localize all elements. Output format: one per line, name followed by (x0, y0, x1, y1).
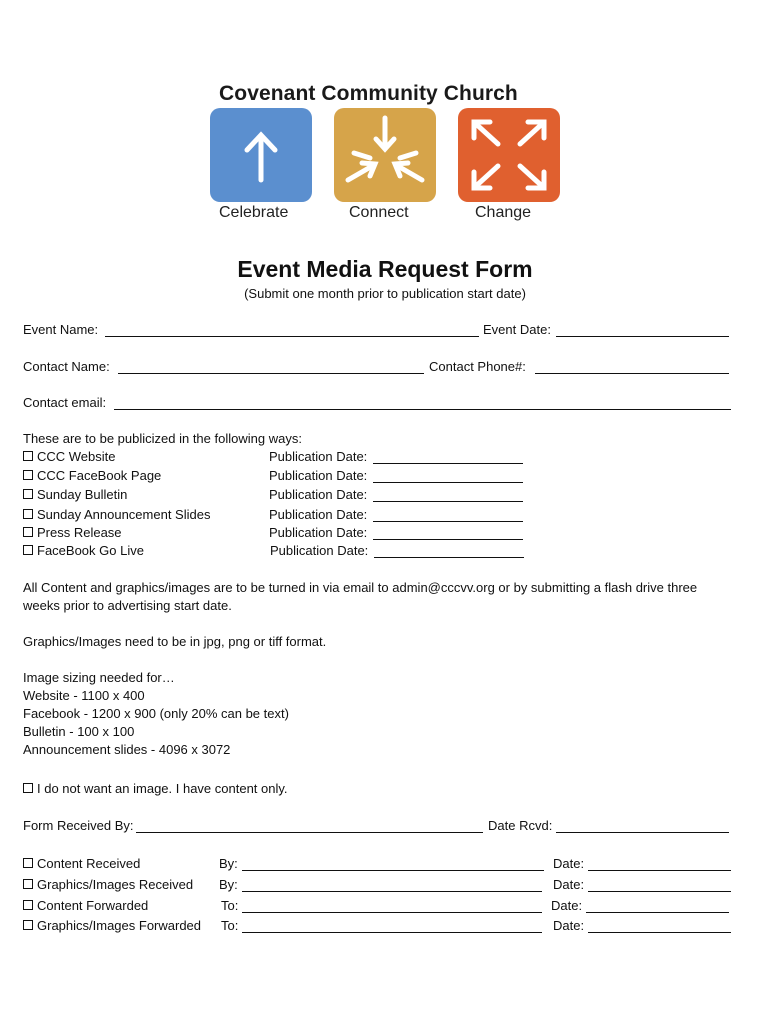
checkbox[interactable] (23, 783, 33, 793)
contact-name-field[interactable] (118, 373, 424, 374)
connect-tile (334, 108, 436, 202)
checkbox[interactable] (23, 879, 33, 889)
date-rcvd-field[interactable] (556, 832, 729, 833)
publication-date-label: Publication Date: (269, 507, 368, 522)
celebrate-label: Celebrate (219, 204, 289, 221)
publication-date-label: Publication Date: (270, 543, 369, 558)
checkbox[interactable] (23, 489, 33, 499)
page-title: Event Media Request Form (237, 256, 533, 282)
arrows-inward-icon (334, 108, 436, 202)
tracking-who-label: To: (221, 898, 239, 913)
tracking-date-label: Date: (553, 856, 585, 871)
event-date-field[interactable] (556, 336, 729, 337)
tracking-label: Content Received (37, 856, 141, 871)
received-by-field[interactable] (136, 832, 483, 833)
publicize-option-ccc-facebook[interactable] (23, 468, 161, 484)
tracking-item[interactable] (23, 898, 148, 914)
contact-email-field[interactable] (114, 409, 731, 410)
tracking-date-field[interactable] (586, 912, 729, 913)
publication-date-field[interactable] (373, 539, 523, 540)
publicize-option-slides[interactable] (23, 507, 210, 523)
tracking-date-label: Date: (553, 877, 585, 892)
arrow-up-icon (210, 108, 312, 202)
publication-date-field[interactable] (373, 463, 523, 464)
tracking-label: Graphics/Images Forwarded (37, 918, 202, 933)
publicize-option-press[interactable] (23, 525, 122, 541)
change-label: Change (475, 204, 532, 221)
option-label: FaceBook Go Live (37, 543, 144, 558)
sizing-item: Bulletin - 100 x 100 (23, 724, 135, 739)
checkbox[interactable] (23, 858, 33, 868)
connect-label: Connect (349, 204, 409, 221)
publicize-option-bulletin[interactable] (23, 487, 127, 503)
option-label: CCC Website (37, 449, 116, 464)
tracking-date-label: Date: (553, 918, 585, 933)
tracking-item[interactable] (23, 877, 193, 893)
publicize-option-ccc-website[interactable] (23, 449, 116, 465)
publication-date-field[interactable] (373, 482, 523, 483)
tracking-who-label: By: (219, 856, 238, 871)
received-by-label: Form Received By: (23, 818, 134, 833)
publication-date-label: Publication Date: (269, 487, 368, 502)
change-tile (458, 108, 560, 202)
publicize-heading: These are to be publicized in the following ways: (23, 431, 302, 446)
no-image-option[interactable] (23, 781, 288, 797)
tracking-item[interactable] (23, 918, 201, 934)
option-label: Sunday Bulletin (37, 487, 128, 502)
option-label: Press Release (37, 525, 122, 540)
publication-date-label: Publication Date: (269, 525, 368, 540)
checkbox[interactable] (23, 470, 33, 480)
sizing-item: Announcement slides - 4096 x 3072 (23, 742, 231, 757)
checkbox[interactable] (23, 920, 33, 930)
contact-phone-field[interactable] (535, 373, 729, 374)
sizing-item: Facebook - 1200 x 900 (only 20% can be text) (23, 706, 289, 721)
tracking-date-field[interactable] (588, 891, 731, 892)
publication-date-field[interactable] (373, 501, 523, 502)
arrows-outward-icon (458, 108, 560, 202)
option-label: I do not want an image. I have content only. (37, 781, 288, 796)
publicize-option-facebook-live[interactable] (23, 543, 144, 559)
sizing-heading: Image sizing needed for… (23, 670, 175, 685)
church-name: Covenant Community Church (219, 82, 518, 105)
tracking-who-label: By: (219, 877, 238, 892)
option-label: Sunday Announcement Slides (37, 507, 211, 522)
page-subtitle: (Submit one month prior to publication start date) (244, 286, 526, 301)
publication-date-field[interactable] (373, 521, 523, 522)
celebrate-tile (210, 108, 312, 202)
checkbox[interactable] (23, 527, 33, 537)
sizing-item: Website - 1100 x 400 (23, 688, 145, 703)
event-name-field[interactable] (105, 336, 479, 337)
publication-date-field[interactable] (374, 557, 524, 558)
tracking-item[interactable] (23, 856, 140, 872)
tracking-who-field[interactable] (242, 932, 542, 933)
tracking-who-field[interactable] (242, 912, 542, 913)
publication-date-label: Publication Date: (269, 468, 368, 483)
content-note-line2: weeks prior to advertising start date. (23, 598, 232, 613)
tracking-who-label: To: (221, 918, 239, 933)
tracking-date-label: Date: (551, 898, 583, 913)
option-label: CCC FaceBook Page (37, 468, 162, 483)
contact-name-label: Contact Name: (23, 359, 110, 374)
tracking-date-field[interactable] (588, 870, 731, 871)
tracking-label: Graphics/Images Received (37, 877, 194, 892)
tracking-date-field[interactable] (588, 932, 731, 933)
checkbox[interactable] (23, 900, 33, 910)
event-name-label: Event Name: (23, 322, 99, 337)
contact-phone-label: Contact Phone#: (429, 359, 526, 374)
tracking-label: Content Forwarded (37, 898, 149, 913)
publication-date-label: Publication Date: (269, 449, 368, 464)
checkbox[interactable] (23, 545, 33, 555)
format-note: Graphics/Images need to be in jpg, png or tiff format. (23, 634, 327, 649)
content-note-line1: All Content and graphics/images are to be turned in via email to admin@cccvv.org or by submitting a flash drive three (23, 580, 698, 595)
tracking-who-field[interactable] (242, 870, 544, 871)
checkbox[interactable] (23, 509, 33, 519)
tracking-who-field[interactable] (242, 891, 542, 892)
date-rcvd-label: Date Rcvd: (488, 818, 553, 833)
contact-email-label: Contact email: (23, 395, 107, 410)
event-date-label: Event Date: (483, 322, 551, 337)
checkbox[interactable] (23, 451, 33, 461)
